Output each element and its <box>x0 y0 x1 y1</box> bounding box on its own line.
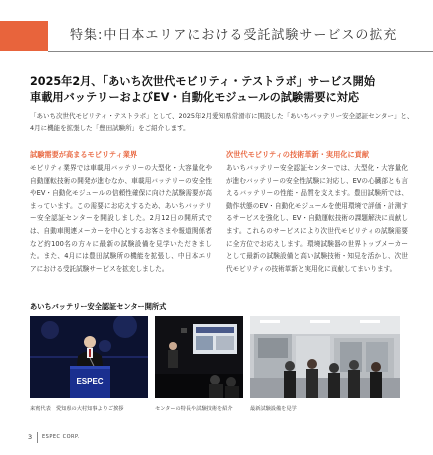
left-column-heading: 試験需要が高まるモビリティ業界 <box>30 150 138 159</box>
article-headline <box>30 74 375 106</box>
page-number: 3 <box>28 433 33 441</box>
photo-caption-1: 来賓代表 愛知県の大村知事よりご挨拶 <box>30 406 124 412</box>
right-column-text: あいちバッテリー安全認証センターでは、大型化・大容量化が進むバッテリーの安全性試験に対応し、EVの心臓部とも言えるバッテリーの性能・品質を支えます。豊田試験所では、動作状態のEV・自動化モジュールを使用環境で評価・計測するサービスを強化し、EV・自動運転技術の課題解決に貢献します。これらのサービスにより次世代モビリティの試験需要に全方位でお応えします。環境試験器の世界トップメーカーとして最新の試験設備と高い試験技術・知見を活かし、次世代モビリティの技術革新と実用化に貢献してまいります。 <box>226 164 408 273</box>
company-name: ESPEC CORP. <box>42 434 80 440</box>
footer-divider <box>37 432 38 443</box>
left-column <box>30 150 212 275</box>
header-accent-bar <box>0 21 48 51</box>
article-lead: 「あいち次世代モビリティ・テストラボ」として、2025年2月愛知県常滑市に開設した「あいちバッテリー安全認証センター」と、4月に機能を拡張した「豊田試験所」をご紹介します。 <box>30 112 414 132</box>
right-column-heading: 次世代モビリティの技術革新・実用化に貢献 <box>226 150 370 159</box>
section-title: 特集:中日本エリアにおける受託試験サービスの拡充 <box>70 28 398 43</box>
headline-line-1: 2025年2月、「あいち次世代モビリティ・テストラボ」サービス開始 <box>30 75 376 88</box>
photo-section-title: あいちバッテリー安全認証センター開所式 <box>30 302 167 311</box>
right-column <box>226 150 408 275</box>
photo-presentation <box>155 316 243 398</box>
photo-speaker-at-podium <box>30 316 148 398</box>
header-rule <box>48 51 433 52</box>
page-header <box>0 0 433 58</box>
podium-logo: ESPEC <box>76 377 104 386</box>
headline-line-2: 車載用バッテリーおよびEV・自動化モジュールの試験需要に対応 <box>30 91 360 104</box>
photo-caption-2: センターの特長や試験技術を紹介 <box>155 406 233 412</box>
left-column-text: モビリティ業界では車載用バッテリーの大型化・大容量化や自動運転技術の開発が進むなか、車載用バッテリーの安全性やEV・自動化モジュールの信頼性確保に向けた試験需要が高まっています。この需要にお応えするため、あいちバッテリー安全認証センターを開設しました。2月12日の開所式では、自動車関連メーカーを中心とするお客さまや報道関係者など約100名の方々に最新の試験設備を見学いただきました。また、4月には豊田試験所の機能を拡張し、中日本エリアにおける受託試験サービスを拡充しました。 <box>30 164 212 273</box>
photo-facility-tour <box>250 316 400 398</box>
photo-caption-3: 最新試験設備を見学 <box>250 406 297 412</box>
